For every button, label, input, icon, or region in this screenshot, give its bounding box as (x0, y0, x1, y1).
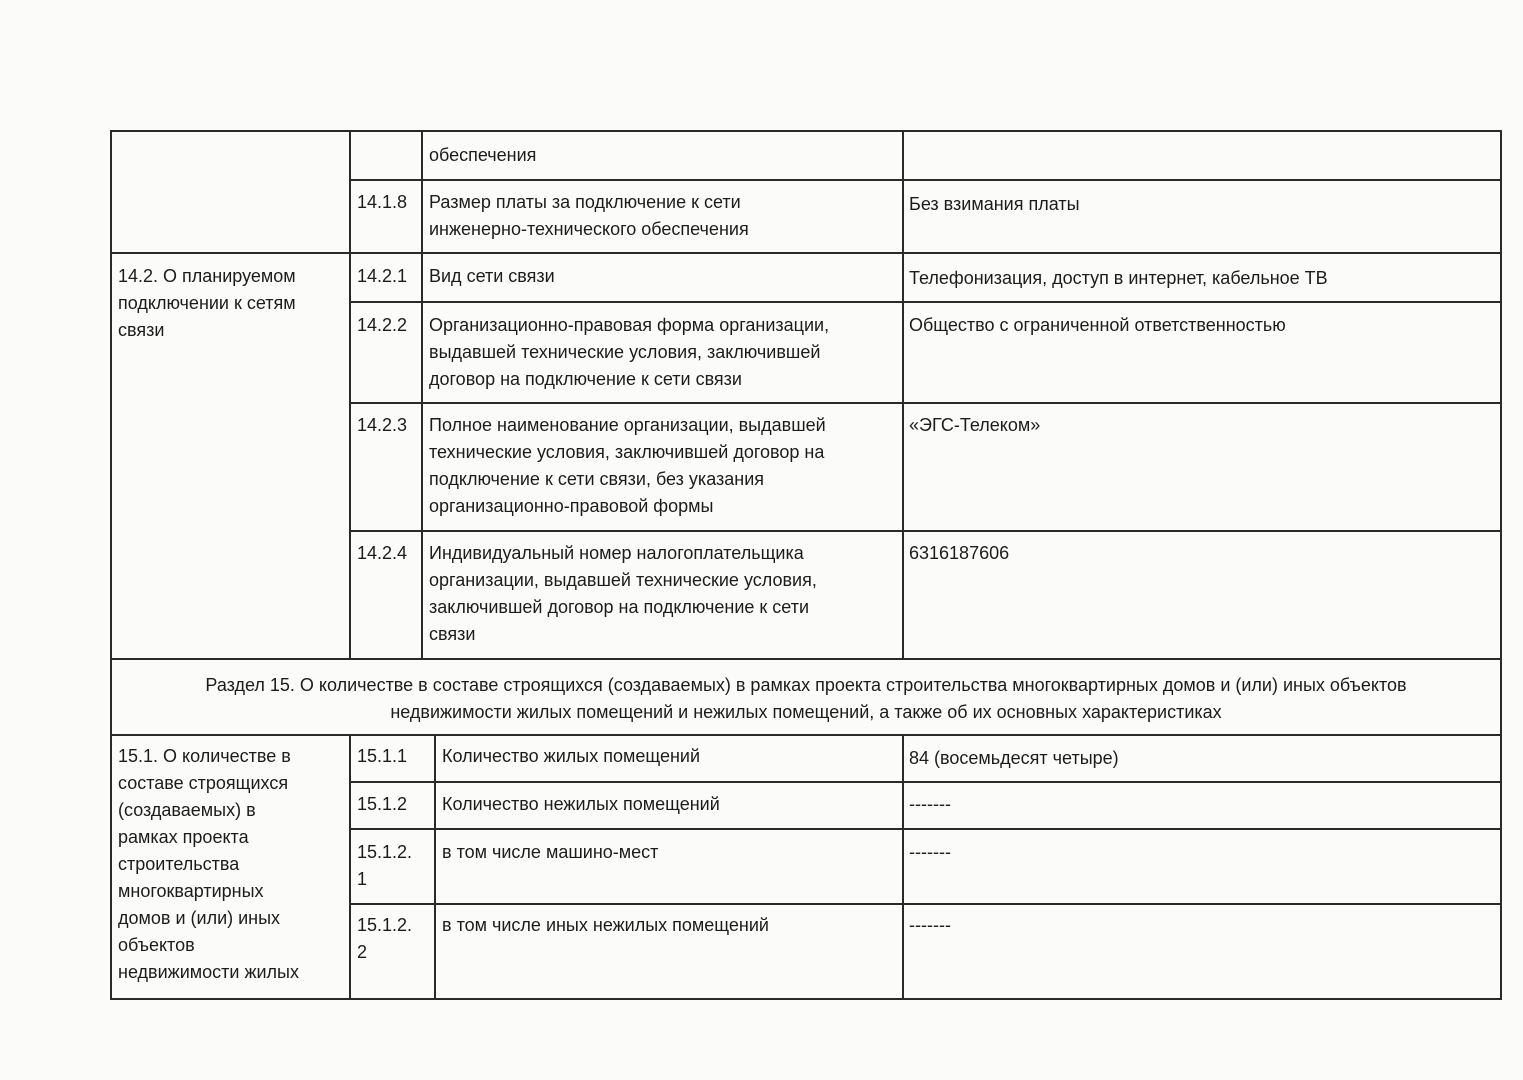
section-heading: Раздел 15. О количестве в составе строящихся (создаваемых) в рамках проекта строительства многоквартирных домов и (или) иных объектов недвижимости жилых помещений и нежилых помещений, а также об их основных характеристиках (205, 675, 1407, 722)
cell-value: ------- (909, 915, 951, 935)
rule (349, 130, 351, 660)
cell-description: обеспечения (429, 145, 537, 165)
rule (110, 130, 1502, 132)
section-title: 14.2. О планируемом подключении к сетям связи (118, 266, 296, 340)
rule (421, 130, 423, 660)
rule (349, 781, 1502, 783)
cell-value: Общество с ограниченной ответственностью (909, 315, 1286, 335)
rule (110, 734, 1502, 736)
rule (349, 179, 1502, 181)
cell-number: 14.2.2 (357, 315, 408, 335)
cell-description: в том числе машино-мест (442, 842, 659, 862)
rule (902, 734, 904, 1000)
rule (349, 301, 1502, 303)
cell-value: 84 (восемьдесят четыре) (909, 748, 1119, 768)
cell-number: 15.1.2. 1 (357, 842, 413, 889)
cell-description: Количество жилых помещений (442, 746, 701, 766)
cell-value: ------- (909, 794, 951, 814)
cell-number: 14.2.4 (357, 543, 408, 563)
cell-value: Без взимания платы (909, 194, 1080, 214)
rule (349, 828, 1502, 830)
rule (110, 658, 1502, 660)
cell-value: «ЭГС-Телеком» (909, 415, 1041, 435)
rule (110, 998, 1502, 1000)
cell-value: Телефонизация, доступ в интернет, кабельное ТВ (909, 268, 1328, 288)
rule (902, 130, 904, 660)
section-title: 15.1. О количестве в составе строящихся (создаваемых) в рамках проекта строительства многоквартирных домов и (или) иных объектов недвижимости жилых (118, 746, 299, 982)
rule (349, 734, 351, 1000)
rule (110, 252, 1502, 254)
cell-description: Индивидуальный номер налогоплательщика организации, выдавшей технические условия, заключившей договор на подключение к сети связи (429, 543, 817, 644)
cell-description: Вид сети связи (429, 266, 555, 286)
cell-number: 14.2.3 (357, 415, 408, 435)
cell-description: Полное наименование организации, выдавшей технические условия, заключившей договор на подключение к сети связи, без указания организационно-правовой формы (429, 415, 826, 516)
cell-value: ------- (909, 842, 951, 862)
cell-number: 15.1.2. 2 (357, 915, 413, 962)
rule (349, 402, 1502, 404)
cell-description: Количество нежилых помещений (442, 794, 720, 814)
cell-description: Размер платы за подключение к сети инженерно-технического обеспечения (429, 192, 749, 239)
cell-number: 14.2.1 (357, 266, 408, 286)
rule (349, 530, 1502, 532)
cell-number: 14.1.8 (357, 192, 408, 212)
rule (349, 903, 1502, 905)
rule (1500, 130, 1502, 1000)
rule (434, 734, 436, 1000)
cell-description: Организационно-правовая форма организации, выдавшей технические условия, заключившей договор на подключение к сети связи (429, 315, 830, 389)
cell-description: в том числе иных нежилых помещений (442, 915, 769, 935)
cell-number: 15.1.1 (357, 746, 408, 766)
cell-value: 6316187606 (909, 543, 1010, 563)
rule (110, 130, 112, 1000)
cell-number: 15.1.2 (357, 794, 408, 814)
